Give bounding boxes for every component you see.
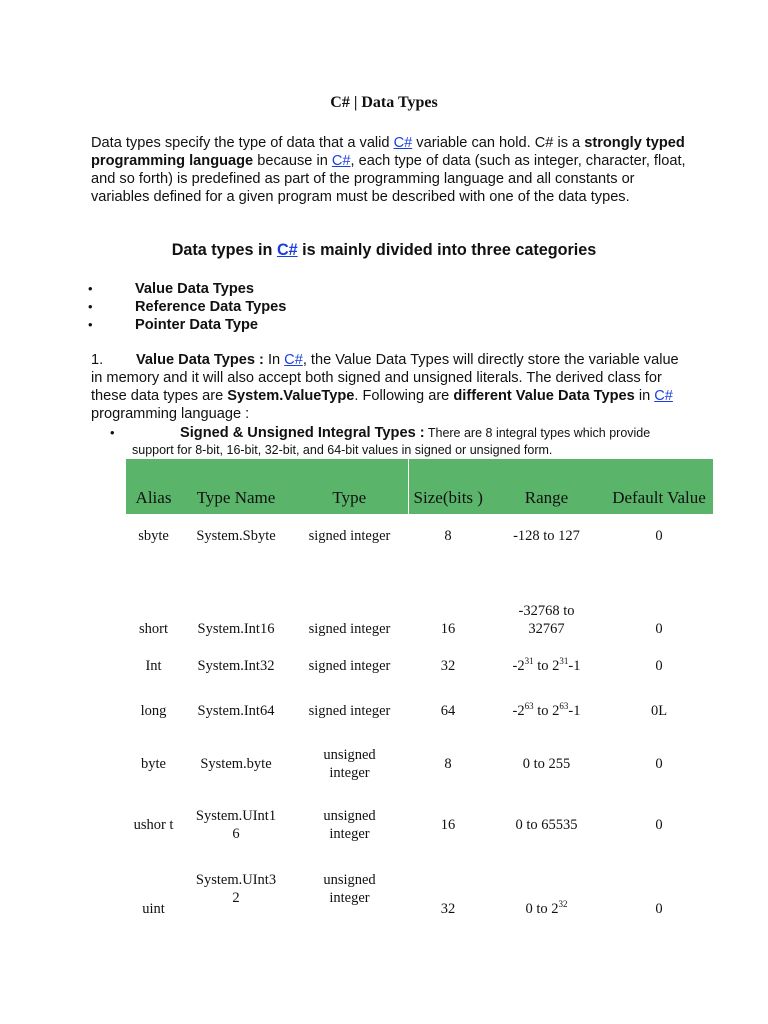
range-exponent: 32 [558, 899, 568, 910]
cell-alias: byte [141, 755, 166, 772]
table-row [126, 688, 713, 733]
page-title: C# | Data Types [330, 94, 438, 111]
cell-type: signed integer [308, 528, 391, 544]
range-exponent: 31 [524, 656, 534, 667]
column-header-alias: Alias [126, 459, 181, 514]
cell-size: 16 [440, 817, 456, 833]
intro-text: , each type of data (such as integer, character, float, and so forth) is predefined as part of the programming language and all constants or variables defined for a given program must be described with one of the data types. [91, 153, 686, 205]
column-header-default: Default Value [605, 459, 713, 514]
table-row [126, 794, 713, 856]
heading-text: is mainly divided into three categories [297, 241, 597, 259]
csharp-link[interactable]: C# [331, 153, 351, 169]
cell-range [488, 644, 605, 688]
table-row [126, 558, 713, 644]
intro-paragraph [91, 134, 691, 206]
cell-size: 64 [440, 702, 456, 719]
cell-range: 0 to 65535 [515, 817, 578, 833]
category-item [88, 280, 254, 298]
item-label: Value Data Types : [136, 352, 264, 368]
cell-type-name: System.Int32 [197, 658, 275, 674]
cell-range: -128 to 127 [513, 528, 580, 544]
csharp-link[interactable]: C# [393, 135, 413, 151]
cell-type: signed integer [308, 658, 391, 674]
numbered-item [91, 351, 691, 423]
cell-default: 0 [655, 621, 663, 637]
range-text: -1 [568, 702, 581, 719]
cell-type: unsigned integer [323, 746, 376, 781]
sub-bullet-text: support for 8-bit, 16-bit, 32-bit, and 64-bit values in signed or unsigned form. [132, 443, 553, 457]
range-text: to 2 [533, 702, 560, 719]
cell-alias: long [140, 702, 167, 719]
cell-type-name: System.Int16 [197, 621, 275, 637]
cell-size: 8 [444, 755, 452, 772]
cell-alias: Int [145, 658, 162, 674]
column-header-range: Range [488, 459, 605, 514]
category-label: Reference Data Types [135, 299, 287, 315]
table-row [126, 733, 713, 794]
cell-size: 32 [440, 901, 456, 917]
table-row [126, 514, 713, 558]
range-text: -1 [568, 658, 581, 674]
cell-type: unsigned integer [323, 872, 376, 906]
item-bold: different Value Data Types [453, 388, 635, 404]
range-text: 0 to 2 [525, 901, 559, 917]
heading-text: Data types in [171, 241, 277, 259]
cell-type: signed integer [308, 702, 391, 719]
item-text: . Following are [354, 388, 454, 404]
item-text: in [634, 388, 655, 404]
cell-default: 0 [655, 901, 663, 917]
bullet-icon: • [88, 299, 93, 314]
cell-default: 0 [655, 528, 663, 544]
cell-alias: sbyte [138, 528, 169, 544]
cell-default: 0 [655, 817, 663, 833]
cell-type-name: System.UInt3 2 [195, 872, 277, 906]
sub-bullet-item [110, 424, 690, 459]
cell-default: 0 [655, 755, 663, 772]
cell-type-name: System.byte [200, 755, 272, 772]
cell-alias: short [139, 621, 168, 637]
cell-type-name: System.UInt1 6 [195, 808, 277, 842]
cell-alias: uint [142, 901, 165, 917]
column-header-type-name: Type Name [181, 459, 291, 514]
table-row [126, 856, 713, 922]
cell-default: 0 [655, 658, 663, 674]
cell-alias: ushor t [133, 817, 174, 833]
cell-size: 8 [444, 528, 452, 544]
cell-range: -32768 to 32767 [518, 603, 575, 637]
bullet-icon: • [88, 281, 93, 296]
range-exponent: 63 [559, 700, 569, 711]
cell-range [488, 856, 605, 922]
range-text: -2 [512, 702, 525, 719]
category-item [88, 316, 258, 334]
bullet-icon: • [110, 425, 115, 440]
column-header-size: Size(bits ) [408, 459, 488, 514]
item-text: In [263, 352, 285, 368]
category-item [88, 298, 286, 316]
column-header-type: Type [291, 459, 408, 514]
csharp-link[interactable]: C# [276, 241, 298, 259]
item-text: programming language : [91, 406, 250, 422]
cell-type-name: System.Sbyte [196, 528, 276, 544]
intro-bold: strongly typed programming language [91, 135, 685, 169]
item-number: 1. [91, 352, 104, 368]
csharp-link[interactable]: C# [284, 352, 303, 368]
category-label: Value Data Types [135, 281, 254, 297]
item-text: , the Value Data Types will directly store the variable value in memory and it will also accept both signed and unsigned literals. The derived class for these data types are [91, 352, 679, 404]
cell-range: 0 to 255 [522, 755, 571, 772]
bullet-icon: • [88, 317, 93, 332]
sub-bullet-text: There are 8 integral types which provide [424, 426, 651, 440]
item-bold: System.ValueType [227, 388, 355, 404]
range-exponent: 31 [559, 656, 569, 667]
intro-text: Data types specify the type of data that a valid [91, 135, 394, 151]
table-row [126, 644, 713, 688]
cell-type-name: System.Int64 [197, 702, 275, 719]
cell-type: unsigned integer [323, 808, 376, 842]
cell-type: signed integer [308, 621, 391, 637]
cell-range [488, 688, 605, 733]
intro-text: variable can hold. C# is a [412, 135, 585, 151]
sub-bullet-label: Signed & Unsigned Integral Types : [180, 425, 425, 441]
range-text: to 2 [533, 658, 560, 674]
integral-types-table [126, 459, 713, 922]
cell-size: 16 [440, 621, 456, 637]
range-text: -2 [512, 658, 525, 674]
cell-default: 0L [650, 702, 668, 719]
intro-text: because in [253, 153, 332, 169]
cell-size: 32 [440, 658, 456, 674]
csharp-link[interactable]: C# [654, 388, 673, 404]
range-exponent: 63 [524, 700, 534, 711]
table-header-row [126, 459, 713, 514]
category-label: Pointer Data Type [135, 317, 258, 333]
categories-heading [0, 241, 768, 260]
